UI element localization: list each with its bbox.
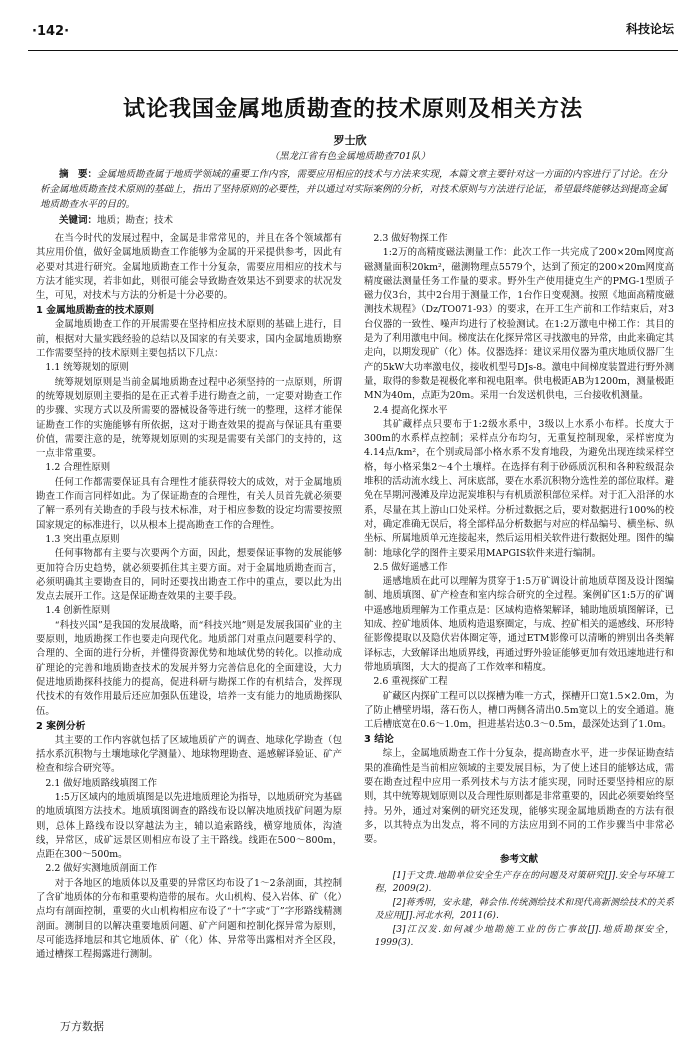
reference-item: [1]于文贵.地勘单位安全生产存在的问题及对策研究[J].安全与环境工程，2009(2). [374, 870, 674, 895]
author: 罗士欣 [333, 134, 367, 147]
left-column-heading: 2 案例分析 [36, 720, 86, 732]
left-column-paragraph: 统筹规划原则是当前金属地质勘查过程中必须坚持的一点原则，所谓的统筹规划原则主要指的是在正式着手进行勘查之前，一定要对勘查工作的步骤、实现方式以及所需要的器械设备等进行统一的整理，这样才能保证勘查工作的实施能够有所依据，这对于勘查效果的提高与保证具有重要价值，需要注意的是，统筹规划原则的实现是需要有关部门的支持的，这一点非常重要。 [36, 376, 342, 460]
abstract-label: 摘 要： [59, 169, 98, 180]
right-column-paragraph: 矿藏区内探矿工程可以以探槽为唯一方式，探槽开口宽1.5×2.0m，为了防止槽壁坍塌，落石伤人，槽口两侧各清出0.5m宽以上的安全通道。施工后槽底宽在0.6～1.0m，担进基岩达0.3～0.5m，最深处达到了1.0m。 [364, 690, 674, 731]
left-column-heading: 1 金属地质勘查的技术原则 [36, 305, 154, 317]
page-header [28, 12, 678, 50]
right-column [364, 232, 674, 951]
right-column-heading: 2.4 提高化探水平 [373, 404, 448, 416]
left-column-paragraph: 任何事物都有主要与次要两个方面，因此，想要保证事物的发展能够更加符合历史趋势，就必须要抓住其主要方面。对于金属地质勘查而言，必须明确其主要勘查目的，同时还要找出勘查工作中的重点，要以此为出发点去展开工作。这是保证勘查效果的主要手段。 [36, 548, 342, 603]
right-column-heading: 2.5 做好遥感工作 [373, 561, 448, 573]
affiliation: （黑龙江省有色金属地质勘查701队） [269, 151, 431, 162]
left-column-paragraph: 其主要的工作内容就包括了区域地质矿产的调查、地球化学勘查（包括水系沉积物与土壤地球化学测量）、地球物理勘查、遥感解译验证、矿产检查和综合研究等。 [36, 734, 342, 775]
keywords [40, 214, 674, 228]
left-column-heading: 2.1 做好地质路线填图工作 [45, 777, 158, 789]
left-column-paragraph: 金属地质勘查工作的开展需要在坚持相应技术原则的基础上进行，目前，根据对大量实践经验的总结以及国家的有关要求，国内金属地质勘察工作需要坚持的技术原则主要包括以下几点： [36, 319, 342, 360]
left-column-heading: 2.2 做好实测地质剖面工作 [45, 863, 158, 875]
left-column-paragraph: “科技兴国”是我国的发展战略，而“科技兴地”则是发展我国矿业的主要原则，地质勘探工作也要走向现代化。地质部门对重点问题要科学的、合理的、全面的进行分析，并懂得资源优势和地域优势的转化。以推动成矿理论的完善和地质勘查技术的发展并努力完善信息化的全面建设，大力促进地质勘探科技能力的提高，促进科研与勘探工作的有机结合，发挥现代技术的有效作用最后还应加强队伍建设，培养一支有能力的地质勘探队伍。 [36, 619, 342, 717]
references-title: 参考文献 [499, 854, 538, 866]
right-column-paragraph: 遥感地质在此可以理解为贯穿于1:5万矿调设计前地质草图及设计图编制、地质填图、矿产检查和室内综合研究的全过程。案例矿区1:5万的矿调中遥感地质理解为工作重点是：区域构造格架解译，辅助地质填图解译，已知成、控矿地质体、地质构造退察圈定，与成、控矿相关的遥感线、环形特征影像提取以及隐伏岩体圈定等，通过ETM影像可以清晰的辨别出各类解译标志，大致解译出地质界线，再通过野外验证能够更加有效迅速地进行和带地质填图，大大的提高了工作效率和精度。 [364, 576, 674, 673]
left-column-paragraph: 任何工作都需要保证具有合理性才能获得较大的成效，对于金属地质勘查工作而言同样如此。为了保证勘查的合理性，有关人员首先就必须要了解一系列有关勘查的手段与技术标准，对于相应参数的设定均需要按照国家规定的标准进行，以从根本上提高勘查工作的合理性。 [36, 476, 342, 531]
right-column-heading: 2.3 做好物探工作 [373, 233, 448, 244]
page-number: ·142· [32, 24, 70, 39]
left-column-paragraph: 在当今时代的发展过程中，金属是非常常见的，并且在各个领域都有其应用价值，做好金属地质勘查工作能够为金属的开采提供参考，因此有必要对其进行研究。金属地质勘查工作十分复杂，需要应用相应的技术与方法才能实现，若非如此，则很可能会导致勘查效果达不到要求的状况发生，可见，对技术与方法的分析是十分必要的。 [36, 233, 342, 302]
reference-item: [3]江汉发.如何减少地勘施工业的伤亡事故[J].地质勘探安全，1999(3). [374, 924, 674, 949]
left-column-heading: 1.2 合理性原则 [45, 462, 111, 474]
abstract [40, 167, 674, 212]
right-column-paragraph: 综上，金属地质勘查工作十分复杂，提高勘查水平，进一步保证勘查结果的准确性是当前相应领域的主要发展目标，为了使上述目的能够达成，需要在勘查过程中应用一系列技术与方法才能实现，同时还要坚持相应的原则，其中统筹规划原则以及合理性原则都是非常重要的，因此必须要始终坚持。另外，通过对案例的研究还发现，能够实现金属地质勘查的方法有很多，以其特点为出发点，将不同的方法应用到不同的工作步骤当中非常必要。 [364, 748, 674, 846]
references-list [364, 870, 674, 951]
left-column-heading: 1.1 统筹规划的原则 [45, 362, 129, 374]
keywords-label: 关键词： [59, 215, 98, 226]
right-column-paragraph: 1:2万的高精度磁法测量工作：此次工作一共完成了200×20m网度高磁测量面积20km²，磁测物理点5579个，达到了预定的200×20m网度高精度磁法测量任务工作量的要求。野外生产使用捷克生产的PMG-1型质子磁力仪3台，其中2台用于测量工作，1台作日变观测。按照《地面高精度磁测技术规程》（Dz/TO071-93）的要求，在开工生产前和工作结束后，对3台仪器的一致性、噪声均进行了校验测试。在1:2万激电中梯工作：其目的是为了利用激电中间。梯度法在化探异常区寻找激电的异常，由此来确定其走向，以期发现矿（化）体。仪器选择：建议采用仪器为重庆地质仪器厂生产的5kW大功率激电仪，接收机型号DJs-8。激电中间梯度装置进行野外测量，取得的参数是视极化率和视电阻率。供电极距AB为1200m，测量极距MN为40m，点距为20m。采用一台发送机供电，三台接收机测量。 [364, 247, 674, 402]
reference-item: [2]蒋秀明，安永建，韩会伟.传统测绘技术和现代高新测绘技术的关系及应用[J].河北水利，2011(6). [374, 897, 674, 922]
left-column-heading: 1.4 创新性原则 [45, 605, 111, 617]
header-rule [28, 50, 678, 51]
footer-watermark: 万方数据 [60, 1020, 104, 1033]
keywords-text: 地质；勘查；技术 [97, 215, 174, 226]
right-column-heading: 2.6 重视探矿工程 [373, 676, 448, 688]
right-column-heading: 3 结论 [364, 734, 394, 746]
right-column-paragraph: 其矿藏样点只要布于1:2级水系中，3级以上水系小布样。长度大于300m的水系样点控制；采样点分布均匀，无重复控制现象，采样密度为4.14点/km²，在个别或局部小格水系不发育地段，为避免出现连续采样空格，每小格采集2～4个土壤样。在选择有利于砂砾质沉积和各种粒级混杂堆积的活动流水线上、河床底部，要在水系沉积物分选性差的部位取样。避免在旱期河漫滩及岸边泥炭堆积与有机质淤积部位采样。对于汇入沿泽的水系，尽量在其上游山口处采样。分析过数据之后，要对数据进行100%的校对，确定准确无误后，将全部样品分析数据与对应的样品编号、横坐标、纵坐标、所属地质单元连接起来，然后运用相关软件进行数据处理。图件的编制：地球化学的图件主要采用MAPGIS软件来进行编制。 [364, 418, 674, 559]
left-column-paragraph: 1:5万区域内的地质填图是以先进地质理论为指导，以地质研究为基础的地质填图方法技术。地质填图调查的路线布设以解决地质找矿问题为原则，总体上路线布设以穿越法为主，辅以追索路线，横穿地质体，沟渣线，异常区，成矿远景区则相应布设了主干路线。线距在500～800m，点距在300～500m。 [36, 791, 342, 861]
right-column-body [364, 232, 674, 847]
left-column [36, 232, 342, 963]
left-column-paragraph: 对于各地区的地质体以及重要的异常区均布设了1～2条剖面，其控制了含矿地质体的分布和重要构造带的展布。火山机构、侵入岩体、矿（化）点均有剖面控制，重要的火山机构相应布设了“十”字或“丁”字形路线精测剖面。测制目的以解决重要地质问题、矿产问题和控制化探异常为原则，尽可能选择地层和其它地质体、矿（化）体、异常等出露相对齐全区段，通过槽探工程揭露进行测制。 [36, 877, 342, 961]
paper-title: 试论我国金属地质勘查的技术原则及相关方法 [122, 97, 583, 122]
section-name: 科技论坛 [625, 22, 674, 36]
abstract-text: 金属地质勘查属于地质学领域的重要工作内容，需要应用相应的技术与方法来实现，本篇文章主要针对这一方面的内容进行了讨论。在分析金属地质勘查技术原则的基础上，指出了坚持原则的必要性，并以通过对实际案例的分析，对技术原则与方法进行论证，希望最终能够达到提高金属地质勘查水平的目的。 [40, 169, 668, 210]
left-column-heading: 1.3 突出重点原则 [45, 533, 120, 545]
